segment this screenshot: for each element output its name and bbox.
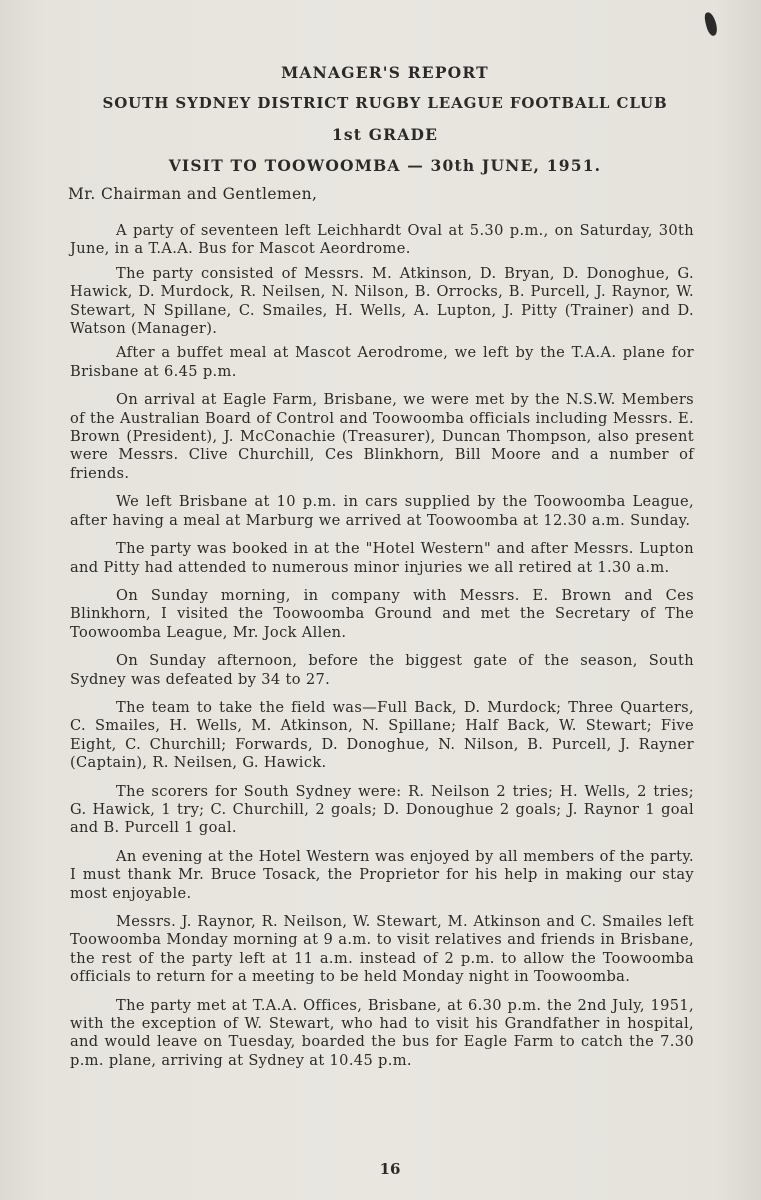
report-heading: [40, 62, 730, 186]
paragraph-scorers: The scorers for South Sydney were: R. Neilson 2 tries; H. Wells, 2 tries; G. Hawick, 1 try; C. Churchill, 2 goals; D. Donoughue 2 goals; J. Raynor 1 goal and B. Purcell 1 goal.: [70, 782, 694, 837]
page-number: 16: [379, 1160, 401, 1178]
report-body: [70, 222, 694, 1076]
paragraph-monday: Messrs. J. Raynor, R. Neilson, W. Stewart, M. Atkinson and C. Smailes left Toowoomba Monday morning at 9 a.m. to visit relatives and friends in Brisbane, the rest of the party left at 11 a.m. instead of 2 p.m. to allow the Toowoomba officials to return for a meeting to be held Monday night in Toowoomba.: [70, 913, 694, 986]
club-name: SOUTH SYDNEY DISTRICT RUGBY LEAGUE FOOTBALL CLUB: [102, 94, 668, 112]
report-title: MANAGER'S REPORT: [281, 63, 489, 82]
grade-title: 1st GRADE: [331, 125, 439, 144]
paragraph-departure: A party of seventeen left Leichhardt Oval at 5.30 p.m., on Saturday, 30th June, in a T.A.A. Bus for Mascot Aeordrome.: [70, 222, 694, 258]
paragraph-match-result: On Sunday afternoon, before the biggest gate of the season, South Sydney was defeated by 34 to 27.: [70, 652, 694, 688]
paragraph-hotel: The party was booked in at the "Hotel Western" and after Messrs. Lupton and Pitty had attended to numerous minor injuries we all retired at 1.30 a.m.: [70, 540, 694, 576]
paragraph-drive-toowoomba: We left Brisbane at 10 p.m. in cars supplied by the Toowoomba League, after having a meal at Marburg we arrived at Toowoomba at 12.30 a.m. Sunday.: [70, 493, 694, 529]
paragraph-evening: An evening at the Hotel Western was enjoyed by all members of the party. I must thank Mr. Bruce Tosack, the Proprietor for his help in making our stay most enjoyable.: [70, 847, 694, 902]
paragraph-buffet-meal: After a buffet meal at Mascot Aerodrome, we left by the T.A.A. plane for Brisbane at 6.45 p.m.: [70, 344, 694, 380]
paragraph-return: The party met at T.A.A. Offices, Brisbane, at 6.30 p.m. the 2nd July, 1951, with the exception of W. Stewart, who had to visit his Grandfather in hospital, and would leave on Tuesday, boarded the bus for Eagle Farm to catch the 7.30 p.m. plane, arriving at Sydney at 10.45 p.m.: [70, 996, 694, 1069]
paragraph-party-members: The party consisted of Messrs. M. Atkinson, D. Bryan, D. Donoghue, G. Hawick, D. Murdock, R. Neilsen, N. Nilson, B. Orrocks, B. Purcell, J. Raynor, W. Stewart, N Spillane, C. Smailes, H. Wells, A. Lupton, J. Pitty (Trainer) and D. Watson (Manager).: [70, 264, 694, 338]
visit-title: VISIT TO TOOWOOMBA — 30th JUNE, 1951.: [168, 156, 602, 175]
salutation: Mr. Chairman and Gentlemen,: [68, 185, 318, 203]
paragraph-team: The team to take the field was—Full Back, D. Murdock; Three Quarters, C. Smailes, H. Wells, M. Atkinson, N. Spillane; Half Back, W. Stewart; Five Eight, C. Churchill; Forwards, D. Donoghue, N. Nilson, B. Purcell, J. Rayner (Captain), R. Neilsen, G. Hawick.: [70, 698, 694, 772]
paragraph-arrival-brisbane: On arrival at Eagle Farm, Brisbane, we were met by the N.S.W. Members of the Australian Board of Control and Toowoomba officials including Messrs. E. Brown (President), J. McConachie (Treasurer), Duncan Thompson, also present were Messrs. Clive Churchill, Ces Blinkhorn, Bill Moore and a number of friends.: [70, 391, 694, 482]
paragraph-sunday-morning: On Sunday morning, in company with Messrs. E. Brown and Ces Blinkhorn, I visited the Toowoomba Ground and met the Secretary of The Toowoomba League, Mr. Jock Allen.: [70, 586, 694, 641]
ink-speck: [703, 11, 719, 37]
